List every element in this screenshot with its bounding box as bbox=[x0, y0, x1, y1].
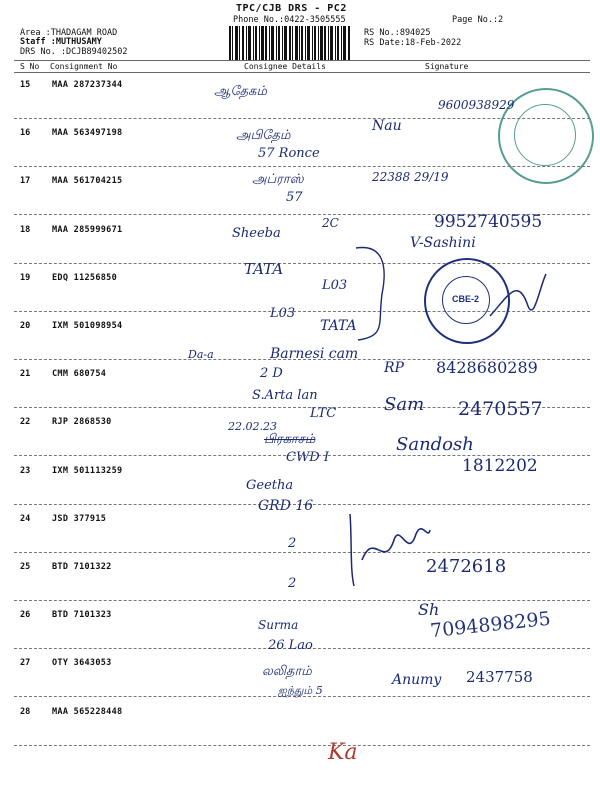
row-consignment-no: CMM 680754 bbox=[52, 369, 107, 379]
handwriting-r20-loz: L03 bbox=[270, 306, 296, 321]
drs-title: TPC/CJB DRS - PC2 bbox=[236, 3, 347, 14]
col-consignment: Consignment No bbox=[50, 62, 118, 71]
drs-number: DRS No. :DCJB89402502 bbox=[20, 47, 128, 57]
handwriting-r28-sub: ஐந்தும் 5 bbox=[278, 684, 323, 697]
handwriting-r27-sub: 26 Lao bbox=[268, 638, 313, 653]
row-consignment-no: MAA 287237344 bbox=[52, 80, 123, 90]
row-divider bbox=[14, 166, 590, 167]
handwriting-r22-num: 2470557 bbox=[458, 398, 543, 420]
handwriting-r26-num: 2472618 bbox=[426, 556, 507, 577]
row-sno: 27 bbox=[20, 658, 31, 668]
handwriting-r18-name: Sheeba bbox=[232, 226, 281, 241]
stamp-center-text: CBE-2 bbox=[452, 294, 480, 304]
handwriting-r16-name: அபிதேம் bbox=[236, 128, 291, 143]
handwriting-r17-addr: 57 bbox=[286, 190, 303, 205]
handwriting-r21-phone: 8428680289 bbox=[436, 358, 538, 377]
handwriting-r18-phone: 9952740595 bbox=[434, 212, 543, 232]
row-consignment-no: RJP 2868530 bbox=[52, 417, 112, 427]
row-consignment-no: JSD 377915 bbox=[52, 514, 107, 524]
row-consignment-no: MAA 285999671 bbox=[52, 225, 123, 235]
row-sno: 23 bbox=[20, 466, 31, 476]
row-divider bbox=[14, 552, 590, 553]
staff-label: Staff :MUTHUSAMY bbox=[20, 37, 102, 47]
rs-number: RS No.:894025 bbox=[364, 28, 431, 38]
col-consignee: Consignee Details bbox=[244, 62, 326, 71]
row-consignment-no: MAA 565228448 bbox=[52, 707, 123, 717]
handwriting-r23-sig: Sandosh bbox=[396, 434, 474, 455]
row-sno: 28 bbox=[20, 707, 31, 717]
handwriting-r22-ltc: LTC bbox=[310, 406, 337, 421]
phone-number: Phone No.:0422-3505555 bbox=[233, 15, 346, 25]
handwriting-r27-sig: Sh bbox=[418, 600, 440, 619]
handwriting-r25-mark: 2 bbox=[288, 536, 297, 551]
rs-date: RS Date:18-Feb-2022 bbox=[364, 38, 462, 48]
handwriting-r26-mark: 2 bbox=[288, 576, 297, 591]
handwriting-r20-sig bbox=[488, 266, 548, 326]
handwriting-r23-name: பிரகாசம் bbox=[264, 432, 316, 447]
col-sno: S No bbox=[20, 62, 40, 71]
header-top-rule bbox=[14, 60, 590, 61]
handwriting-r28-name: லலிதாம் bbox=[262, 664, 312, 679]
handwriting-r19-tata: TATA bbox=[244, 260, 284, 278]
handwriting-bracket-r19 bbox=[352, 244, 392, 344]
handwriting-r17-name: அப்ராஸ் bbox=[252, 172, 304, 187]
row-sno: 18 bbox=[20, 225, 31, 235]
handwriting-bottom-red: Ka bbox=[328, 740, 358, 765]
handwriting-r18-sig: V-Sashini bbox=[410, 235, 476, 251]
handwriting-r16-sig: Nau bbox=[372, 118, 402, 134]
row-consignment-no: IXM 501113259 bbox=[52, 466, 123, 476]
handwriting-r28-sig: Anumy bbox=[392, 672, 442, 688]
handwriting-r20-tata: TATA bbox=[320, 318, 357, 334]
handwriting-r16-addr: 57 Ronce bbox=[258, 146, 320, 161]
row-divider bbox=[14, 745, 590, 746]
row-consignment-no: MAA 563497198 bbox=[52, 128, 123, 138]
row-sno: 17 bbox=[20, 176, 31, 186]
barcode bbox=[229, 26, 351, 60]
handwriting-r23-sub: CWD I bbox=[286, 450, 329, 465]
area-label: Area :THADAGAM ROAD bbox=[20, 28, 118, 38]
row-sno: 22 bbox=[20, 417, 31, 427]
row-consignment-no: OTY 3643053 bbox=[52, 658, 112, 668]
handwriting-r24-sub: GRD 16 bbox=[258, 498, 314, 514]
page-number: Page No.:2 bbox=[452, 15, 504, 25]
handwriting-r28-num: 2437758 bbox=[466, 668, 533, 686]
row-sno: 15 bbox=[20, 80, 31, 90]
handwriting-r23-num: 1812202 bbox=[462, 456, 538, 476]
handwriting-r21-name: Barnesi cam bbox=[270, 346, 359, 362]
handwriting-r27-name: Surma bbox=[258, 618, 299, 632]
row-sno: 25 bbox=[20, 562, 31, 572]
row-consignment-no: IXM 501098954 bbox=[52, 321, 123, 331]
row-consignment-no: BTD 7101322 bbox=[52, 562, 112, 572]
handwriting-r19-loz: L03 bbox=[322, 278, 348, 293]
row-divider bbox=[14, 263, 590, 264]
row-sno: 21 bbox=[20, 369, 31, 379]
handwriting-r21-mark: Da-a bbox=[188, 348, 214, 361]
handwriting-r22-sig: Sam bbox=[384, 394, 425, 415]
col-signature: Signature bbox=[425, 62, 469, 71]
handwriting-r15: ஆதேகம் bbox=[214, 84, 267, 99]
handwriting-r25-sig bbox=[344, 510, 434, 590]
handwriting-r18-2c: 2C bbox=[322, 216, 339, 230]
row-consignment-no: BTD 7101323 bbox=[52, 610, 112, 620]
handwriting-r21-sig: RP bbox=[384, 360, 404, 376]
row-divider bbox=[14, 600, 590, 601]
handwriting-r23-date: 22.02.23 bbox=[228, 420, 277, 433]
row-sno: 19 bbox=[20, 273, 31, 283]
handwriting-r24-name: Geetha bbox=[246, 478, 294, 493]
row-sno: 20 bbox=[20, 321, 31, 331]
header-bottom-rule bbox=[14, 72, 590, 73]
handwriting-r22-name: S.Arta lan bbox=[252, 388, 318, 403]
row-consignment-no: MAA 561704215 bbox=[52, 176, 123, 186]
row-sno: 26 bbox=[20, 610, 31, 620]
row-sno: 16 bbox=[20, 128, 31, 138]
handwriting-r16-phone: 9600938929 bbox=[438, 98, 515, 112]
handwriting-r21-sub: 2 D bbox=[260, 366, 283, 381]
row-sno: 24 bbox=[20, 514, 31, 524]
handwriting-r17-num: 22388 29/19 bbox=[372, 170, 449, 184]
handwriting-r27-num: 7094898295 bbox=[429, 607, 552, 643]
row-consignment-no: EDQ 11256850 bbox=[52, 273, 118, 283]
